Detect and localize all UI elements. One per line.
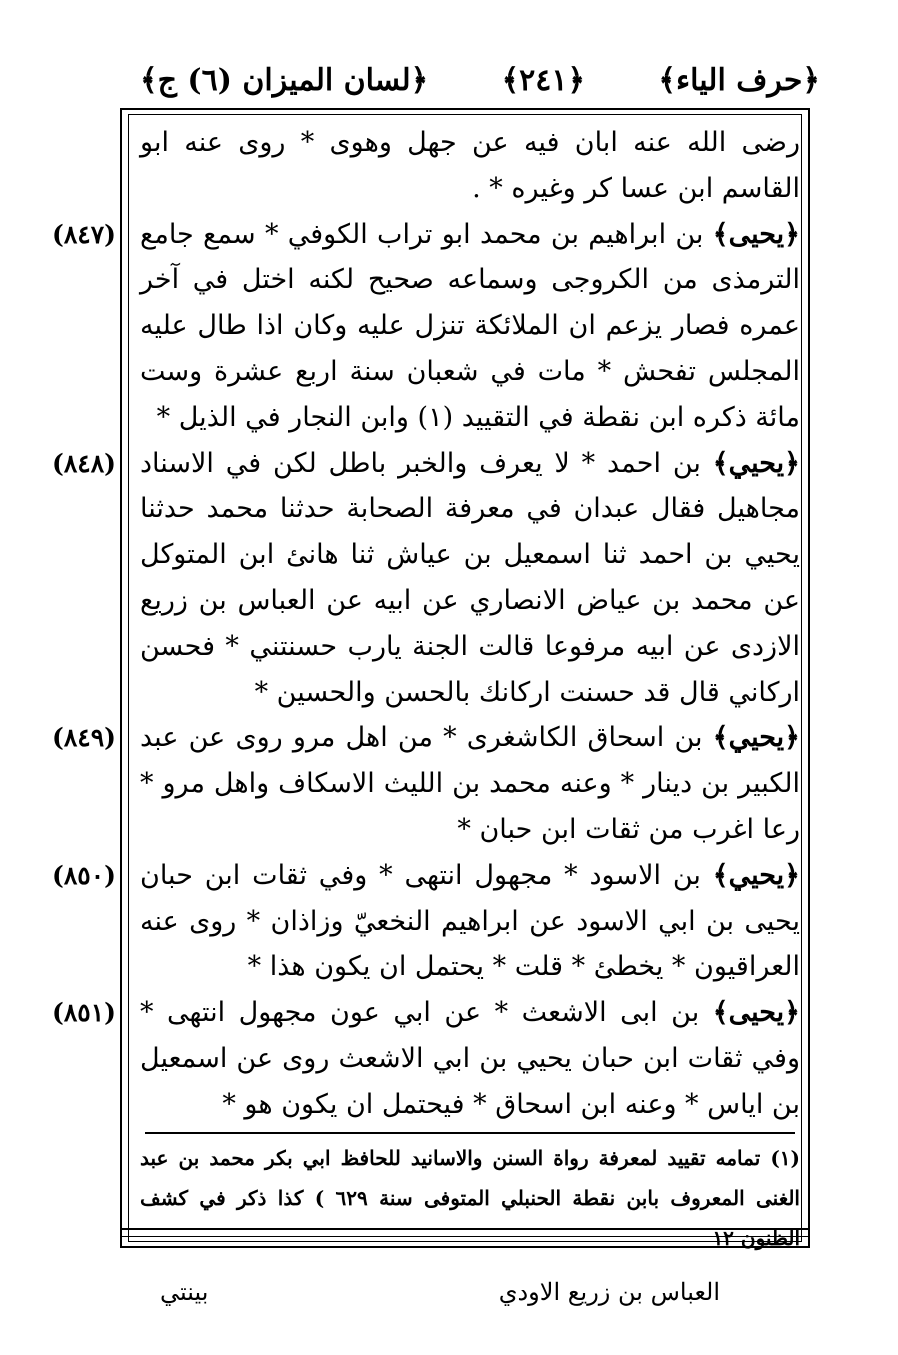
entry-847 bbox=[52, 212, 800, 441]
running-header bbox=[140, 58, 820, 102]
entry-text: بن احمد * لا يعرف والخبر باطل لكن في الاسناد مجاهيل فقال عبدان في معرفة الصحابة حدثنا محمد حدثنا يحيي بن احمد ثنا اسمعيل بن عياش ثنا هانئ ابن المتوكل عن محمد بن عياض الانصاري عن ابيه عن العباس بن زريع الازدى عن ابيه مرفوعا قالت الجنة يارب حسنتني * فحسن اركاني قال قد حسنت اركانك بالحسن والحسين * bbox=[140, 447, 800, 708]
entry-text: بن ابى الاشعث * عن ابي عون مجهول انتهى * وفي ثقات ابن حبان يحيي بن ابي الاشعث روى عن اسمعيل بن اياس * وعنه ابن اسحاق * فيحتمل ان يكون هو * bbox=[140, 997, 800, 1120]
footnote-separator bbox=[145, 1132, 795, 1134]
entry-continuation bbox=[140, 120, 800, 212]
entry-number: (٨٤٨) bbox=[52, 448, 116, 478]
entry-heading: ﴿يحيى﴾ bbox=[712, 997, 800, 1029]
entry-text: بن ابراهيم بن محمد ابو تراب الكوفي * سمع جامع الترمذى من الكروجى وسماعه صحيح لكنه اختل في آخر عمره فصار يزعم ان الملائكة تنزل عليه وكان اذا طال عليه المجلس تفحش * مات في شعبان سنة اربع عشرة وست مائة ذكره ابن نقطة في التقييد (١) وابن النجار في الذيل * bbox=[140, 218, 800, 433]
entry-heading: ﴿يحيي﴾ bbox=[712, 447, 800, 479]
catchword-left: بينتي bbox=[160, 1278, 209, 1306]
entry-number: (٨٥١) bbox=[52, 998, 116, 1028]
header-chapter: ﴿حرف الياء﴾ bbox=[658, 62, 820, 98]
entry-850 bbox=[52, 853, 800, 990]
entry-851 bbox=[52, 990, 800, 1127]
bottom-rule bbox=[120, 1228, 810, 1230]
entry-number: (٨٤٩) bbox=[52, 723, 116, 753]
entry-heading: ﴿يحيي﴾ bbox=[712, 722, 800, 754]
catchword-right: العباس بن زريع الاودي bbox=[498, 1278, 720, 1306]
entry-text: بن اسحاق الكاشغرى * من اهل مرو روى عن عبد الكبير بن دينار * وعنه محمد بن الليث الاسكاف واهل مرو * رعا اغرب من ثقات ابن حبان * bbox=[140, 722, 800, 845]
footnote: (١) تمامه تقييد لمعرفة رواة السنن والاسانيد للحافظ ابي بكر محمد بن عبد الغنى المعروف بابن نقطة الحنبلي المتوفى سنة ٦٢٩ ) كذا ذكر في كشف الظنون ١٢ bbox=[140, 1146, 800, 1250]
entry-heading: ﴿يحيى﴾ bbox=[712, 218, 800, 250]
entry-848 bbox=[52, 441, 800, 716]
entry-number: (٨٥٠) bbox=[52, 860, 116, 890]
entry-text: رضى الله عنه ابان فيه عن جهل وهوى * روى عنه ابو القاسم ابن عسا كر وغيره * . bbox=[140, 127, 800, 204]
bottom-rule-thin bbox=[120, 1236, 810, 1237]
entry-heading: ﴿يحيي﴾ bbox=[712, 859, 800, 891]
entry-number: (٨٤٧) bbox=[52, 219, 116, 249]
header-book-title: ﴿لسان الميزان (٦) ج﴾ bbox=[140, 62, 429, 98]
catchword-line bbox=[160, 1278, 720, 1306]
entry-text: بن الاسود * مجهول انتهى * وفي ثقات ابن حبان يحيى بن ابي الاسود عن ابراهيم النخعيّ وزاذان * روى عنه العراقيون * يخطئ * قلت * يحتمل ان يكون هذا * bbox=[140, 859, 800, 983]
page-number: ﴿٢٤١﴾ bbox=[501, 62, 586, 98]
entry-849 bbox=[52, 715, 800, 852]
main-text bbox=[52, 120, 800, 1140]
